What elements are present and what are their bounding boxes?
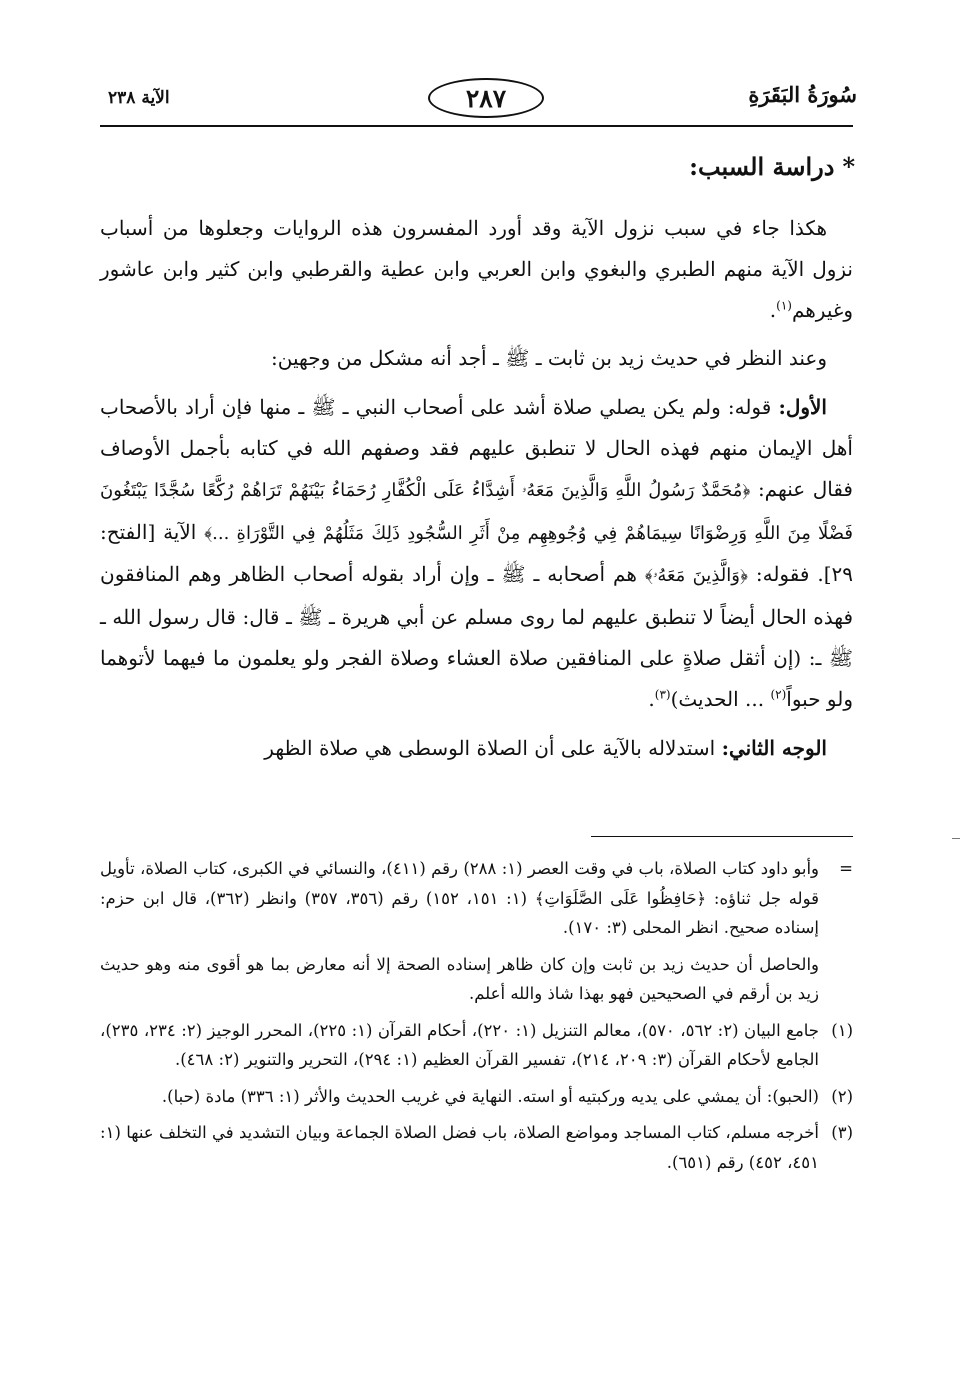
paragraph-3-text-d: ... الحديث) [670, 686, 765, 711]
paragraph-1-text: هكذا جاء في سبب نزول الآية وقد أورد المفسرون هذه الروايات وجعلوها من أسباب نزول الآية منهم الطبري والبغوي وابن العربي وابن عطية والقرطبي وابن كثير وابن عاشور وغيرهم [100, 216, 853, 322]
paragraph-1-end: . [769, 297, 777, 322]
footnote-3 [100, 1118, 853, 1177]
paragraph-2: وعند النظر في حديث زيد بن ثابت ـ ﷺ ـ أجد أنه مشكل من وجهين: [271, 346, 827, 371]
footnote-summary-text: والحاصل أن حديث زيد بن ثابت وإن كان ظاهر إسناده الصحة إلا أنه معارض بما هو أقوى منه وهو حديث زيد بن أرقم في الصحيحين فهو بهذا شاذ والله أعلم. [100, 954, 819, 1003]
footnote-continuation-text: وأبو داود كتاب الصلاة، باب في وقت العصر (١: ٢٨٨) رقم (٤١١)، والنسائي في الكبرى، كتاب الصلاة، تأويل قوله جل ثناؤه: ﴿حَافِظُوا عَلَى الصَّلَوَاتِ﴾ (١: ١٥١، ١٥٢) رقم (٣٥٦، ٣٥٧) وانظر (٣٦٢)، قال ابن حزم: إسناده صحيح. انظر المحلى (٣: ١٧٠). [100, 859, 820, 937]
footnote-3-text: أخرجه مسلم، كتاب المساجد ومواضع الصلاة، باب فضل الصلاة الجماعة وبيان التشديد في التخلف عنها (١: ٤٥١، ٤٥٢) رقم (٦٥١). [100, 1123, 819, 1172]
footnote-2-number: (٢) [831, 1086, 853, 1106]
first-point-label: الأول: [778, 395, 827, 420]
asterisk-icon: * [842, 152, 855, 181]
footnote-2 [100, 1082, 853, 1112]
paragraph-1 [100, 208, 853, 330]
footnote-1-text: جامع البيان (٢: ٥٦٢، ٥٧٠)، معالم التنزيل (١: ٢٢٠)، أحكام القرآن (١: ٢٢٥)، المحرر الوجيز (٢: ٢٣٤، ٢٣٥)، الجامع لأحكام القرآن (٣: ٢٠٩، ٢١٤)، تفسير القرآن العظيم (١: ٢٩٤)، التحرير والتنوير (٢: ٤٦٨). [100, 1020, 820, 1069]
section-heading [689, 152, 855, 181]
paragraph-3-text-c: هم أصحابه ـ ﷺ ـ وإن أراد بقوله أصحاب الظاهر وهم المنافقون فهذه الحال أيضاً لا تنطبق عليهم لما روى مسلم عن أبي هريرة ـ ﷺ ـ قال: قال رسول الله ـ ﷺ ـ: (إن أثقل صلاةٍ على المنافقين صلاة العشاء وصلاة الفجر ولو يعلمون ما فيهما لأتوهما ولو حبواً [100, 562, 853, 711]
surah-title: سُورَةُ البَقَرَةِ [748, 82, 857, 107]
paragraph-4 [100, 728, 853, 769]
footnote-ref-2: (٢) [770, 687, 787, 702]
footnote-2-text: (الحبو): أن يمشي على يديه وركبتيه أو استه. النهاية في غريب الحديث والأثر (١: ٣٣٦) مادة (حبا). [161, 1086, 819, 1106]
quran-verse-short: ﴿وَالَّذِينَ مَعَهُۥ﴾ [644, 565, 748, 587]
footnote-continuation [100, 854, 853, 943]
paragraph-3-text-a: قوله: ولم يكن يصلي صلاة أشد على أصحاب النبي ـ ﷺ ـ منها فإن أراد بالأصحاب أهل الإيمان منهم فهذه الحال لا تنطبق عليهم فقد وصفهم الله في كتابه بأجمل الأوصاف فقال عنهم: [100, 395, 853, 501]
continuation-marker: = [839, 859, 853, 878]
footnote-1-number: (١) [831, 1020, 853, 1040]
footnote-3-number: (٣) [831, 1123, 853, 1142]
header-divider [100, 125, 853, 127]
footnotes [100, 854, 853, 1184]
paragraph-4-text: استدلاله بالآية على أن الصلاة الوسطى هي صلاة الظهر [264, 735, 716, 760]
quran-verse-fath: ﴿مُحَمَّدٌ رَسُولُ اللَّهِ وَالَّذِينَ مَعَهُۥ أَشِدَّاءُ عَلَى الْكُفَّارِ رُحَمَاءُ بَيْنَهُمْ تَرَاهُمْ رُكَّعًا سُجَّدًا يَبْتَغُونَ فَضْلًا مِنَ اللَّهِ وَرِضْوَانًا سِيمَاهُمْ فِي وُجُوهِهِم مِنْ أَثَرِ السُّجُودِ ذَلِكَ مَثَلُهُمْ فِي التَّوْرَاةِ ...﴾ [100, 479, 853, 544]
page-number: ٢٨٧ [428, 78, 544, 118]
section-title: دراسة السبب: [689, 152, 835, 181]
paragraph-3-end: . [648, 686, 655, 711]
paragraph-3 [100, 387, 853, 719]
main-text [100, 208, 853, 768]
margin-tick [952, 838, 960, 839]
footnote-divider [591, 836, 853, 837]
paragraph-3-text-b: الآية [الفتح: ٢٩]. فقوله: [100, 519, 854, 587]
footnote-ref-3: (٣) [654, 687, 671, 702]
footnote-summary [100, 950, 853, 1009]
verse-reference: الآية ٢٣٨ [108, 88, 170, 108]
second-point-label: الوجه الثاني: [721, 735, 827, 760]
footnote-ref-1: (١) [776, 297, 792, 312]
footnote-1 [100, 1016, 853, 1075]
